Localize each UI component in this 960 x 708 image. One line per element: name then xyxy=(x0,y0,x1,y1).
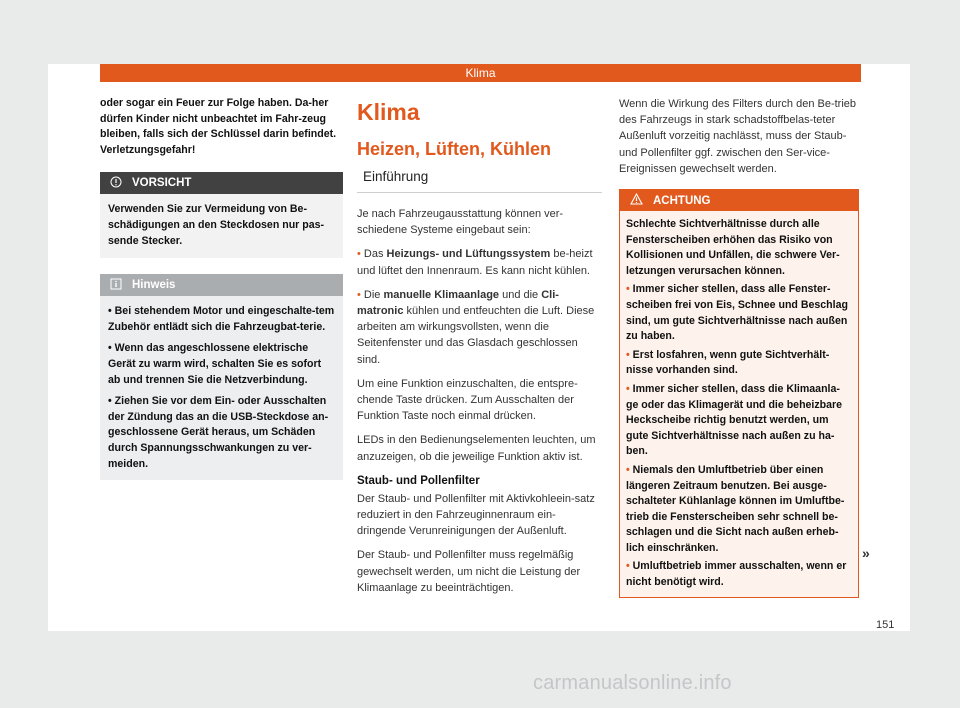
hinweis-item: • Bei stehendem Motor und eingeschalte-tem Zubehör entlädt sich die Fahrzeugbat-terie. xyxy=(108,305,335,333)
bullet-icon: • xyxy=(108,305,115,318)
info-icon xyxy=(110,278,122,293)
warning-continuation-text: oder sogar ein Feuer zur Folge haben. Da-her dürfen Kinder nicht unbeachtet im Fahr-zeug bleiben, falls sich der Schlüssel darin befindet. Verletzungsgefahr! xyxy=(100,97,337,156)
achtung-item: • Erst losfahren, wenn gute Sichtverhält-nisse vorhanden sind. xyxy=(626,348,830,377)
bullet-icon: • xyxy=(357,248,364,261)
hinweis-title: Hinweis xyxy=(132,279,176,292)
vorsicht-box xyxy=(100,172,343,258)
hinweis-header xyxy=(100,274,343,296)
achtung-item: • Niemals den Umluftbetrieb über einen längeren Zeitraum benutzen. Bei ausge-schalteter Kühlanlage können im Umluftbe-trieb die Fensterscheiben sehr schnell be-schlagen und die Sicht nach außen erheb-lich einschränken. xyxy=(626,463,845,554)
achtung-title: ACHTUNG xyxy=(653,194,711,207)
bullet-icon: • xyxy=(108,395,115,408)
watermark-text: carmanualsonline.info xyxy=(533,672,732,694)
paragraph-switch-on: Um eine Funktion einzuschalten, die entspre-chende Taste drücken. Zum Ausschalten der Funktion Taste noch einmal drücken. xyxy=(357,377,578,423)
vorsicht-header xyxy=(100,172,343,194)
warning-triangle-icon xyxy=(630,193,643,208)
chapter-header: Klima xyxy=(100,64,861,82)
achtung-lead: Schlechte Sichtverhältnisse durch alle Fensterscheiben erhöhen das Risiko von Kollisionen und Unfällen, die schwere Ver-letzungen verursachen können. xyxy=(626,218,840,277)
filter-paragraph-2: Der Staub- und Pollenfilter muss regelmäßig gewechselt werden, um nicht die Leistung der Klimaanlage zu beeinträchtigen. xyxy=(357,549,581,594)
list-item-heating: • Das Heizungs- und Lüftungssystem be-heizt und lüftet den Innenraum. Es kann nicht kühlen. xyxy=(357,248,593,277)
middle-column xyxy=(357,96,602,604)
intro-paragraph: Je nach Fahrzeugausstattung können ver-schiedene Systeme eingebaut sein: xyxy=(357,208,564,237)
list-item-ac: • Die manuelle Klimaanlage und die Cli-matronic kühlen und entfeuchten die Luft. Diese arbeiten am wirkungsvollsten, wenn die Seitenfenster und das Glasdach geschlossen sind. xyxy=(357,288,595,366)
vorsicht-title: VORSICHT xyxy=(132,177,192,190)
subsection-title: Einführung xyxy=(357,168,602,193)
hinweis-box xyxy=(100,274,343,480)
right-column xyxy=(619,96,859,598)
achtung-item: • Immer sicher stellen, dass die Klimaanla-ge oder das Klimagerät und die beheizbare Heckscheibe richtig benutzt werden, um gute Sichtverhältnisse nach außen zu ha-ben. xyxy=(626,382,843,458)
achtung-body xyxy=(620,211,858,597)
hinweis-body xyxy=(100,296,343,480)
bullet-icon: • xyxy=(108,342,115,355)
left-column xyxy=(100,96,343,480)
hinweis-item: • Wenn das angeschlossene elektrische Gerät zu warm wird, schalten Sie es sofort ab und trennen Sie die Netzverbindung. xyxy=(108,342,322,386)
filter-paragraph-3: Wenn die Wirkung des Filters durch den Be-trieb des Fahrzeugs in stark schadstoffbelas-teter Außenluft vorzeitig nachlässt, muss der Staub- und Pollenfilter ggf. zwischen den Ser-vice-Ereignissen gewechselt werden. xyxy=(619,98,857,175)
achtung-item: • Umluftbetrieb immer ausschalten, wenn er nicht benötigt wird. xyxy=(626,560,847,589)
section-title: Heizen, Lüften, Kühlen xyxy=(357,139,552,159)
paragraph-leds: LEDs in den Bedienungselementen leuchten, um anzuzeigen, ob die jeweilige Funktion aktiv ist. xyxy=(357,434,596,463)
bullet-icon: • xyxy=(626,348,633,361)
bullet-icon: • xyxy=(357,288,364,301)
achtung-box xyxy=(619,189,859,598)
vorsicht-body xyxy=(100,194,343,258)
warning-circle-icon xyxy=(110,176,122,191)
chapter-title: Klima xyxy=(357,99,420,125)
hinweis-item: • Ziehen Sie vor dem Ein- oder Ausschalten der Zündung das an die USB-Steckdose an-geschlossene Gerät heraus, um Schäden durch Spannungsschwankungen zu ver-meiden. xyxy=(108,395,329,470)
achtung-item: • Immer sicher stellen, dass alle Fenster-scheiben frei von Eis, Schnee und Beschlag sind, um gute Sichtverhältnisse nach außen zu haben. xyxy=(626,283,848,343)
continue-marker: » xyxy=(862,545,870,561)
bullet-icon: • xyxy=(626,463,633,476)
achtung-header xyxy=(620,190,858,211)
bullet-icon: • xyxy=(626,560,633,573)
vorsicht-text: Verwenden Sie zur Vermeidung von Be-schädigungen an den Steckdosen nur pas-sende Stecker. xyxy=(108,203,325,247)
page-number: 151 xyxy=(876,619,895,631)
filter-heading: Staub- und Pollenfilter xyxy=(357,474,480,487)
bullet-icon: • xyxy=(626,382,633,395)
filter-paragraph-1: Der Staub- und Pollenfilter mit Aktivkohleein-satz reduziert in den Fahrzeuginnenraum ein-dringende Verunreinigungen der Außenluft. xyxy=(357,492,595,538)
bullet-icon: • xyxy=(626,283,633,296)
